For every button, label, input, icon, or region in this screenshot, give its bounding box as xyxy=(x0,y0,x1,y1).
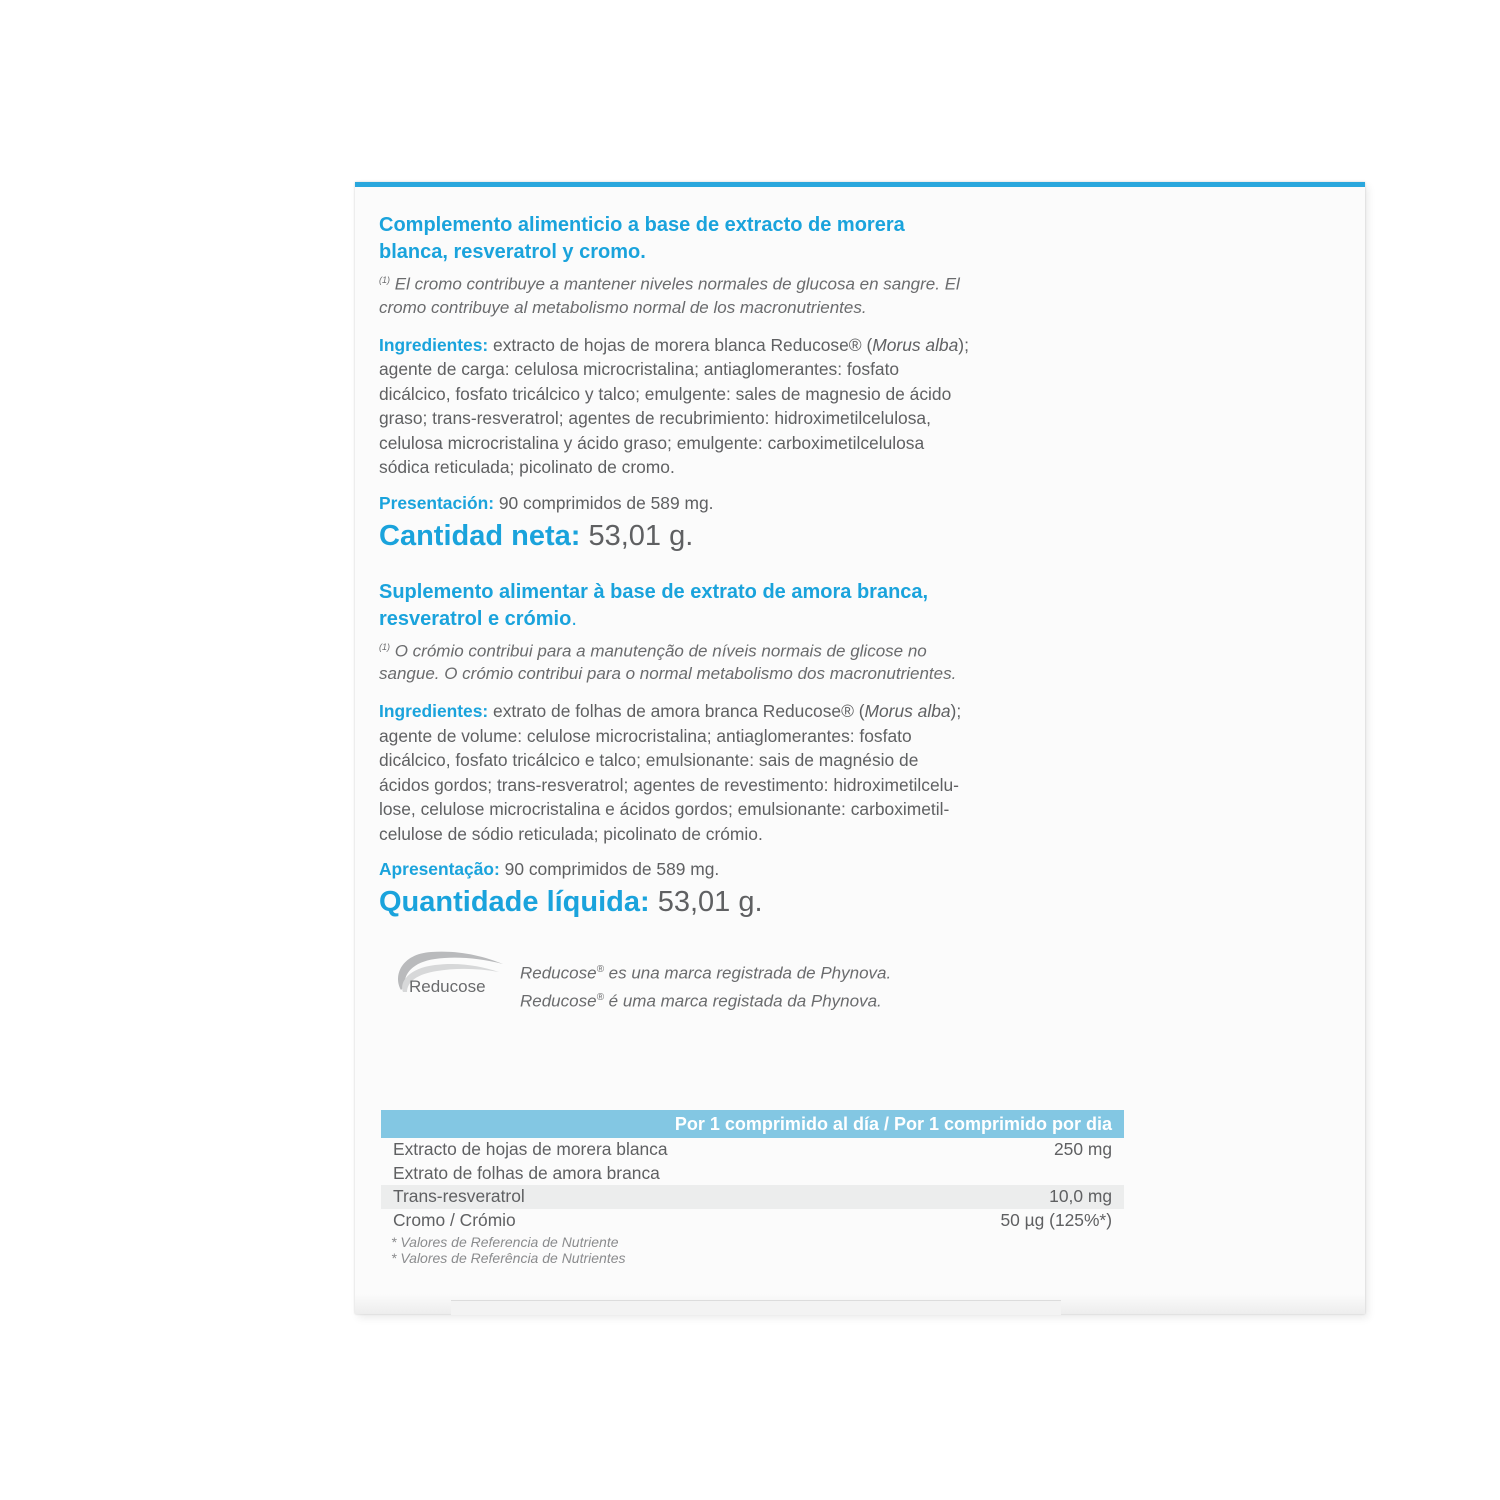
es-ingredients-line: sódica reticulada; picolinato de cromo. xyxy=(379,457,675,478)
nutrition-table xyxy=(381,1110,1124,1266)
row-value: 10,0 mg xyxy=(1049,1186,1112,1206)
es-presentation xyxy=(379,491,1129,515)
es-heading-line1: Complemento alimenticio a base de extracto de morera xyxy=(379,214,905,236)
pt-note-marker: (1) xyxy=(379,641,390,652)
footnote-es: * Valores de Referencia de Nutriente xyxy=(391,1234,619,1250)
row-name: Cromo / Crómio xyxy=(393,1209,516,1230)
pt-reg-mark: ® xyxy=(596,991,604,1003)
es-net-label: Cantidad neta: xyxy=(379,519,581,552)
es-reg-brand: Reducose xyxy=(520,963,597,983)
pt-note xyxy=(379,636,1129,686)
row-value: 250 mg xyxy=(1053,1139,1112,1159)
es-heading xyxy=(379,212,1129,266)
es-reg-mark: ® xyxy=(596,964,604,975)
pt-presentation-label: Apresentação: xyxy=(379,859,500,880)
pt-reg-brand: Reducose xyxy=(520,991,597,1011)
es-ingredients xyxy=(379,333,1129,480)
footnote-pt: * Valores de Referência de Nutrientes xyxy=(391,1250,626,1266)
es-presentation-label: Presentación: xyxy=(379,492,495,513)
es-ingredients-line: extracto de hojas de morera blanca Reducose® (Morus alba); xyxy=(493,334,969,355)
es-note xyxy=(379,269,1129,319)
es-presentation-value: 90 comprimidos de 589 mg. xyxy=(498,492,714,513)
es-note-line2: cromo contribuye al metabolismo normal de los macronutrientes. xyxy=(379,297,867,317)
reducose-trademark xyxy=(379,946,1079,1011)
table-row xyxy=(381,1209,1124,1233)
pt-net-value: 53,01 g. xyxy=(657,886,763,919)
reducose-logo-text: Reducose xyxy=(409,977,486,996)
es-net-quantity xyxy=(379,519,1129,553)
es-ingredients-line: graso; trans-resveratrol; agentes de recubrimiento: hidroximetilcelulosa, xyxy=(379,408,931,429)
es-net-value: 53,01 g. xyxy=(588,519,694,552)
reducose-logo xyxy=(379,946,509,1002)
table-footnotes xyxy=(381,1234,1124,1266)
pt-ingredients-line: agente de volume: celulose microcristalina; antiaglomerantes: fosfato xyxy=(379,725,912,746)
row-name: Extrato de folhas de amora branca xyxy=(393,1162,660,1183)
box-top-edge xyxy=(355,182,1365,187)
table-row xyxy=(381,1162,1124,1186)
pt-presentation xyxy=(379,857,1129,881)
pt-reg-text: é uma marca registada da Phynova. xyxy=(603,991,882,1011)
pt-ingredients-line: ácidos gordos; trans-resveratrol; agentes de revestimento: hidroximetilcelu- xyxy=(379,774,959,795)
pt-heading xyxy=(379,579,1129,633)
pt-note-line1: O crómio contribui para a manutenção de níveis normais de glicose no xyxy=(394,641,927,661)
es-ingredients-line: celulosa microcristalina y ácido graso; emulgente: carboximetilcelulosa xyxy=(379,432,925,453)
pt-net-quantity xyxy=(379,885,1129,919)
reducose-registration xyxy=(520,958,891,1013)
pt-ingredients-line: dicálcico, fosfato tricálcico e talco; emulsionante: sais de magnésio de xyxy=(379,750,919,771)
table-row xyxy=(381,1138,1124,1162)
pt-note-line2: sangue. O crómio contribui para o normal metabolismo dos macronutrientes. xyxy=(379,664,957,684)
es-note-marker: (1) xyxy=(379,275,390,285)
row-name: Trans-resveratrol xyxy=(393,1186,525,1206)
es-ingredients-line: dicálcico, fosfato tricálcico y talco; emulgente: sales de magnesio de ácido xyxy=(379,383,952,404)
es-reg-text: es una marca registrada de Phynova. xyxy=(603,963,892,983)
nutrition-table-header: Por 1 comprimido al día / Por 1 comprimido por dia xyxy=(381,1110,1124,1138)
pt-heading-period: . xyxy=(571,607,577,630)
pt-heading-line2: resveratrol e crómio xyxy=(379,607,572,630)
pt-heading-line1: Suplemento alimentar à base de extrato de amora branca, xyxy=(379,580,929,603)
table-row xyxy=(381,1185,1124,1209)
pt-presentation-value: 90 comprimidos de 589 mg. xyxy=(504,859,720,880)
pt-ingredients-line: celulose de sódio reticulada; picolinato de crómio. xyxy=(379,823,763,844)
es-ingredients-line: agente de carga: celulosa microcristalina; antiaglomerantes: fosfato xyxy=(379,359,900,380)
pt-ingredients-line: extrato de folhas de amora branca Reducose® (Morus alba); xyxy=(493,701,962,722)
row-value: 50 µg (125%*) xyxy=(1000,1209,1112,1230)
es-note-line1: El cromo contribuye a mantener niveles normales de glucosa en sangre. El xyxy=(394,274,960,294)
box-bottom-flap xyxy=(451,1300,1061,1315)
pt-ingredients-line: lose, celulose microcristalina e ácidos gordos; emulsionante: carboximetil- xyxy=(379,799,950,820)
es-heading-line2: blanca, resveratrol y cromo. xyxy=(379,241,646,263)
pt-net-label: Quantidade líquida: xyxy=(379,886,650,919)
es-ingredients-label: Ingredientes: xyxy=(379,334,489,355)
pt-ingredients-label: Ingredientes: xyxy=(379,701,489,722)
row-name: Extracto de hojas de morera blanca xyxy=(393,1139,668,1159)
pt-ingredients xyxy=(379,699,1129,846)
label-text xyxy=(379,212,1129,919)
